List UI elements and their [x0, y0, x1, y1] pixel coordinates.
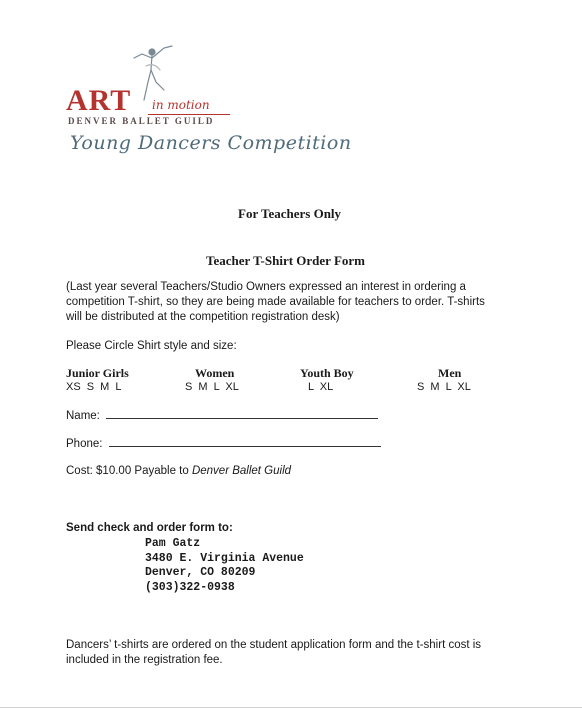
address-line: Pam Gatz [145, 537, 201, 550]
style-women [185, 366, 239, 393]
phone-field [66, 436, 381, 450]
size-options[interactable]: XS S M L [66, 381, 122, 393]
intro-line: competition T-shirt, so they are being made available for teachers to order. T-shirts [66, 296, 485, 308]
phone-input-line[interactable] [109, 436, 381, 447]
footer-line: Dancers’ t-shirts are ordered on the student application form and the t-shirt cost is [66, 639, 482, 651]
audience-heading: For Teachers Only [238, 206, 342, 221]
footer-note [66, 638, 481, 668]
intro-line: will be distributed at the competition registration desk) [66, 311, 340, 323]
logo-art-text: ART [66, 84, 132, 117]
phone-label: Phone: [66, 438, 103, 450]
style-label: Junior Girls [66, 366, 129, 380]
name-input-line[interactable] [106, 408, 378, 419]
intro-paragraph [66, 280, 485, 325]
cost-line [66, 465, 291, 477]
name-label: Name: [66, 410, 100, 422]
name-field [66, 408, 378, 422]
intro-line: (Last year several Teachers/Studio Owners expressed an interest in ordering a [66, 281, 466, 293]
style-men [417, 366, 471, 393]
form-title: Teacher T-Shirt Order Form [206, 253, 366, 268]
circle-instruction: Please Circle Shirt style and size: [66, 340, 237, 352]
style-junior-girls [66, 366, 129, 393]
ballet-dancer-icon [124, 44, 180, 106]
payee-name: Denver Ballet Guild [191, 465, 292, 477]
logo-subtitle: Young Dancers Competition [70, 132, 352, 154]
address-line: (303)322-0938 [145, 580, 235, 594]
mailing-address [145, 537, 304, 595]
style-label: Women [195, 366, 235, 380]
size-options[interactable]: S M L XL [417, 381, 471, 393]
style-label: Men [438, 366, 462, 380]
logo-rule [148, 114, 230, 115]
logo-guild-text: DENVER BALLET GUILD [68, 116, 215, 126]
style-label: Youth Boy [300, 366, 354, 380]
art-in-motion-logo [66, 44, 366, 164]
logo-in-motion-text: in motion [152, 98, 210, 112]
cost-text: Cost: $10.00 Payable to [66, 465, 192, 477]
size-options[interactable]: L XL [308, 381, 334, 393]
mailing-heading: Send check and order form to: [66, 522, 233, 534]
address-line: 3480 E. Virginia Avenue [145, 551, 304, 565]
footer-line: included in the registration fee. [66, 654, 223, 666]
address-line: Denver, CO 80209 [145, 566, 256, 579]
style-youth-boy [300, 366, 354, 393]
size-options[interactable]: S M L XL [185, 381, 239, 393]
